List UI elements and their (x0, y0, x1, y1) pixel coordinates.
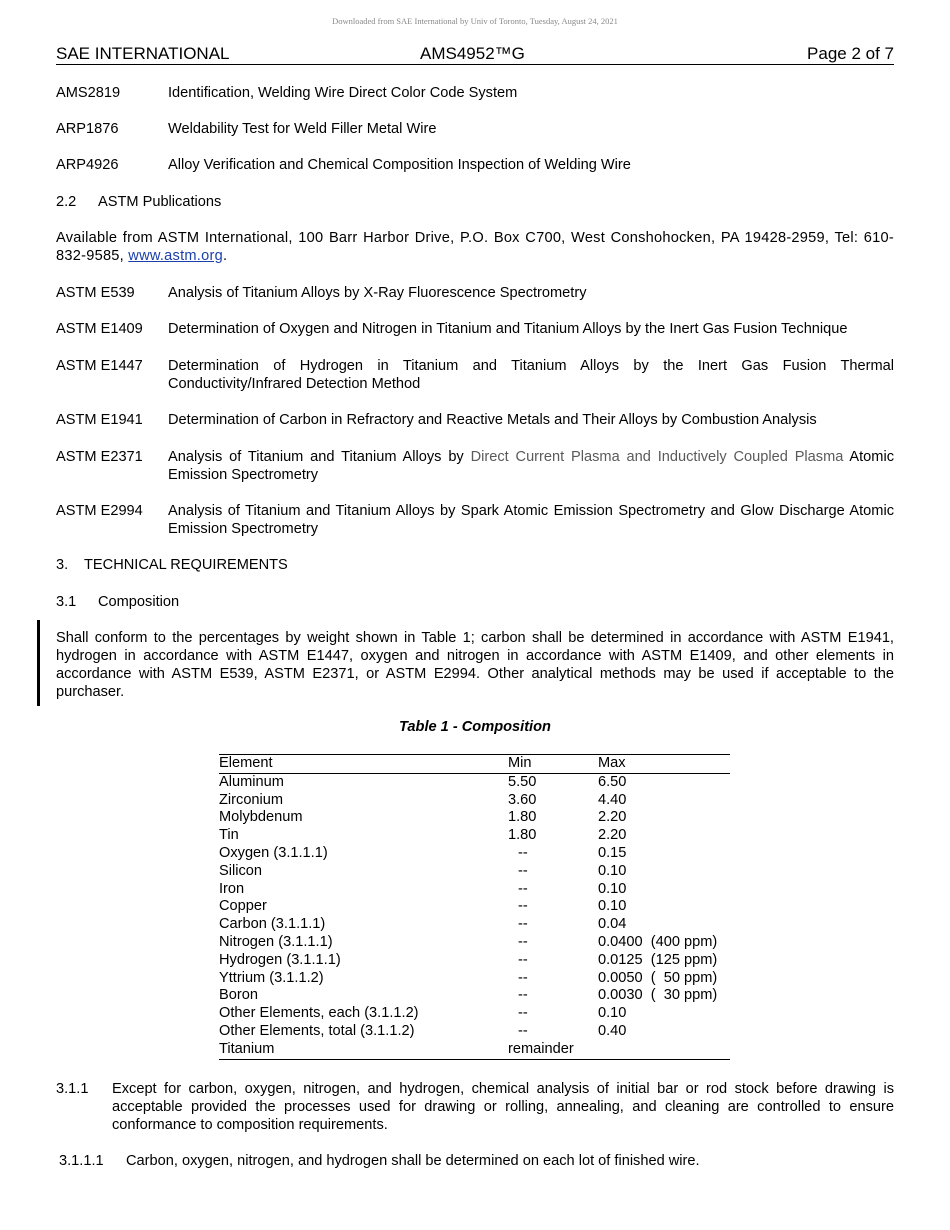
max-cell: 2.20 (598, 827, 627, 844)
reference-ams2819 (56, 84, 894, 102)
table-row (219, 1041, 730, 1059)
element-cell: Titanium (219, 1040, 275, 1057)
min-cell: -- (518, 1005, 528, 1022)
section-number: 3.1.1.1 (59, 1153, 104, 1169)
section-3-1-heading (56, 593, 179, 611)
reference-arp1876 (56, 120, 894, 138)
reference-code: ASTM E1941 (56, 412, 143, 428)
table-row (219, 773, 730, 791)
section-number: 3.1.1 (56, 1081, 89, 1097)
table-caption: Table 1 - Composition (399, 719, 551, 735)
reference-code: ARP1876 (56, 121, 119, 137)
reference-title: Analysis of Titanium Alloys by X-Ray Fluorescence Spectrometry (168, 285, 587, 301)
max-cell: 0.15 (598, 844, 627, 861)
download-watermark-note: Downloaded from SAE International by Univ of Toronto, Tuesday, August 24, 2021 (332, 16, 618, 26)
table-row (219, 1005, 730, 1023)
element-cell: Copper (219, 898, 267, 915)
composition-paragraph: Shall conform to the percentages by weight shown in Table 1; carbon shall be determined in accordance with ASTM E1941, hydrogen in accordance with ASTM E1447, oxygen and nitrogen in accordance with ASTM E1409, and other elements in accordance with ASTM E539, ASTM E2371, or ASTM E2994. Other analytical methods may be used if acceptable to the purchaser. (56, 630, 894, 700)
element-cell: Aluminum (219, 773, 284, 790)
reference-astm-e2994 (56, 502, 894, 538)
min-cell: -- (518, 916, 528, 933)
page-header (56, 44, 894, 65)
max-cell: 0.04 (598, 916, 627, 933)
table-row (219, 845, 730, 863)
header-document-number: AMS4952™G (420, 44, 525, 63)
element-cell: Iron (219, 880, 245, 897)
element-cell: Carbon (3.1.1.1) (219, 916, 326, 933)
max-cell: 6.50 (598, 773, 627, 790)
section-text: Except for carbon, oxygen, nitrogen, and hydrogen, chemical analysis of initial bar or rod stock before drawing is acceptable provided the processes used for drawing or rolling, annealing, and cleaning are controlled to ensure conformance to composition requirements. (112, 1081, 894, 1133)
max-cell: 0.0050 ( 50 ppm) (598, 969, 718, 986)
table-row (219, 792, 730, 810)
element-cell: Silicon (219, 862, 262, 879)
min-cell: -- (518, 987, 528, 1004)
astm-availability-paragraph (56, 229, 894, 265)
table-row (219, 916, 730, 934)
section-title: ASTM Publications (98, 194, 222, 210)
table-row (219, 970, 730, 988)
reference-title-end: Atomic Emission Spectrometry (168, 449, 894, 483)
header-organization: SAE INTERNATIONAL (56, 44, 230, 63)
max-cell: 0.10 (598, 898, 627, 915)
min-cell: 1.80 (508, 827, 537, 844)
section-number: 3. (56, 557, 69, 573)
max-cell: 0.0400 (400 ppm) (598, 933, 718, 950)
header-page-number: Page 2 of 7 (807, 44, 894, 63)
table-row (219, 952, 730, 970)
max-cell: 0.0030 ( 30 ppm) (598, 987, 718, 1004)
section-3-1-1 (56, 1080, 894, 1134)
reference-title: Weldability Test for Weld Filler Metal Wire (168, 121, 437, 137)
reference-title: Alloy Verification and Chemical Composition Inspection of Welding Wire (168, 157, 631, 173)
reference-code: AMS2819 (56, 85, 121, 101)
max-cell: 0.40 (598, 1022, 627, 1039)
max-cell: 0.10 (598, 1005, 627, 1022)
reference-title: Determination of Carbon in Refractory and Reactive Metals and Their Alloys by Combustion Analysis (168, 412, 817, 428)
max-cell: 4.40 (598, 791, 627, 808)
section-3-1-1-1 (59, 1152, 894, 1170)
min-cell: 1.80 (508, 809, 537, 826)
min-cell: 5.50 (508, 773, 537, 790)
column-header-max: Max (598, 755, 730, 774)
max-cell: 2.20 (598, 809, 627, 826)
table-body (219, 773, 730, 1059)
section-number: 3.1 (56, 594, 77, 610)
reference-code: ASTM E2994 (56, 503, 143, 519)
min-cell: -- (518, 862, 528, 879)
reference-title: Identification, Welding Wire Direct Color Code System (168, 85, 518, 101)
reference-arp4926 (56, 156, 894, 174)
table-header-row (219, 755, 730, 774)
reference-title: Determination of Oxygen and Nitrogen in Titanium and Titanium Alloys by the Inert Gas Fusion Technique (168, 321, 848, 337)
table-row (219, 881, 730, 899)
max-cell: 0.10 (598, 862, 627, 879)
table-row (219, 934, 730, 952)
element-cell: Yttrium (3.1.1.2) (219, 969, 324, 986)
column-header-min: Min (508, 755, 598, 774)
element-cell: Molybdenum (219, 809, 303, 826)
revision-change-bar (37, 620, 40, 706)
table-row (219, 827, 730, 845)
availability-text: Available from ASTM International, 100 Barr Harbor Drive, P.O. Box C700, West Conshohocken, PA 19428-2959, Tel: 610-832-9585, (56, 230, 894, 264)
composition-table (219, 754, 730, 1060)
reference-title-line-2: Conductivity/Infrared Detection Method (168, 376, 421, 392)
element-cell: Other Elements, each (3.1.1.2) (219, 1005, 419, 1022)
availability-end: . (222, 248, 228, 264)
min-cell: -- (518, 1022, 528, 1039)
reference-title-highlight: Direct Current Plasma and Inductively Coupled Plasma (470, 449, 844, 465)
min-cell: -- (518, 880, 528, 897)
element-cell: Boron (219, 987, 258, 1004)
reference-code: ASTM E2371 (56, 449, 143, 465)
reference-title: Analysis of Titanium and Titanium Alloys by Spark Atomic Emission Spectrometry and Glow Discharge Atomic Emission Spectrometry (168, 503, 894, 537)
section-text: Carbon, oxygen, nitrogen, and hydrogen shall be determined on each lot of finished wire. (126, 1153, 700, 1169)
reference-astm-e2371 (56, 448, 894, 484)
section-title: Composition (98, 594, 180, 610)
element-cell: Hydrogen (3.1.1.1) (219, 951, 341, 968)
min-cell: -- (518, 951, 528, 968)
section-title: TECHNICAL REQUIREMENTS (84, 557, 288, 573)
reference-code: ASTM E1447 (56, 358, 143, 374)
reference-title (168, 357, 894, 393)
reference-title (168, 448, 894, 484)
element-cell: Tin (219, 827, 239, 844)
element-cell: Oxygen (3.1.1.1) (219, 844, 328, 861)
reference-code: ASTM E539 (56, 285, 135, 301)
table-row (219, 987, 730, 1005)
astm-website-link[interactable]: www.astm.org (128, 248, 223, 264)
section-2-2-heading (56, 193, 221, 211)
reference-astm-e1409 (56, 320, 894, 338)
reference-code: ASTM E1409 (56, 321, 143, 337)
reference-astm-e1941 (56, 411, 894, 429)
reference-astm-e539 (56, 284, 894, 302)
min-cell: -- (518, 933, 528, 950)
section-3-heading (56, 556, 288, 574)
table-row (219, 1023, 730, 1041)
min-cell: -- (518, 969, 528, 986)
element-cell: Other Elements, total (3.1.1.2) (219, 1022, 415, 1039)
table-row (219, 863, 730, 881)
min-cell: -- (518, 898, 528, 915)
table-row (219, 809, 730, 827)
max-cell: 0.10 (598, 880, 627, 897)
reference-code: ARP4926 (56, 157, 119, 173)
reference-title-start: Analysis of Titanium and Titanium Alloys by (168, 449, 471, 465)
min-cell: 3.60 (508, 791, 537, 808)
column-header-element: Element (219, 755, 508, 774)
section-number: 2.2 (56, 194, 77, 210)
element-cell: Nitrogen (3.1.1.1) (219, 933, 333, 950)
reference-astm-e1447 (56, 357, 894, 393)
min-cell: remainder (508, 1040, 574, 1057)
element-cell: Zirconium (219, 791, 284, 808)
min-cell: -- (518, 844, 528, 861)
reference-title-line-1: Determination of Hydrogen in Titanium and Titanium Alloys by the Inert Gas Fusion Thermal (168, 358, 894, 374)
table-row (219, 898, 730, 916)
max-cell: 0.0125 (125 ppm) (598, 951, 718, 968)
max-cell (598, 1041, 730, 1059)
